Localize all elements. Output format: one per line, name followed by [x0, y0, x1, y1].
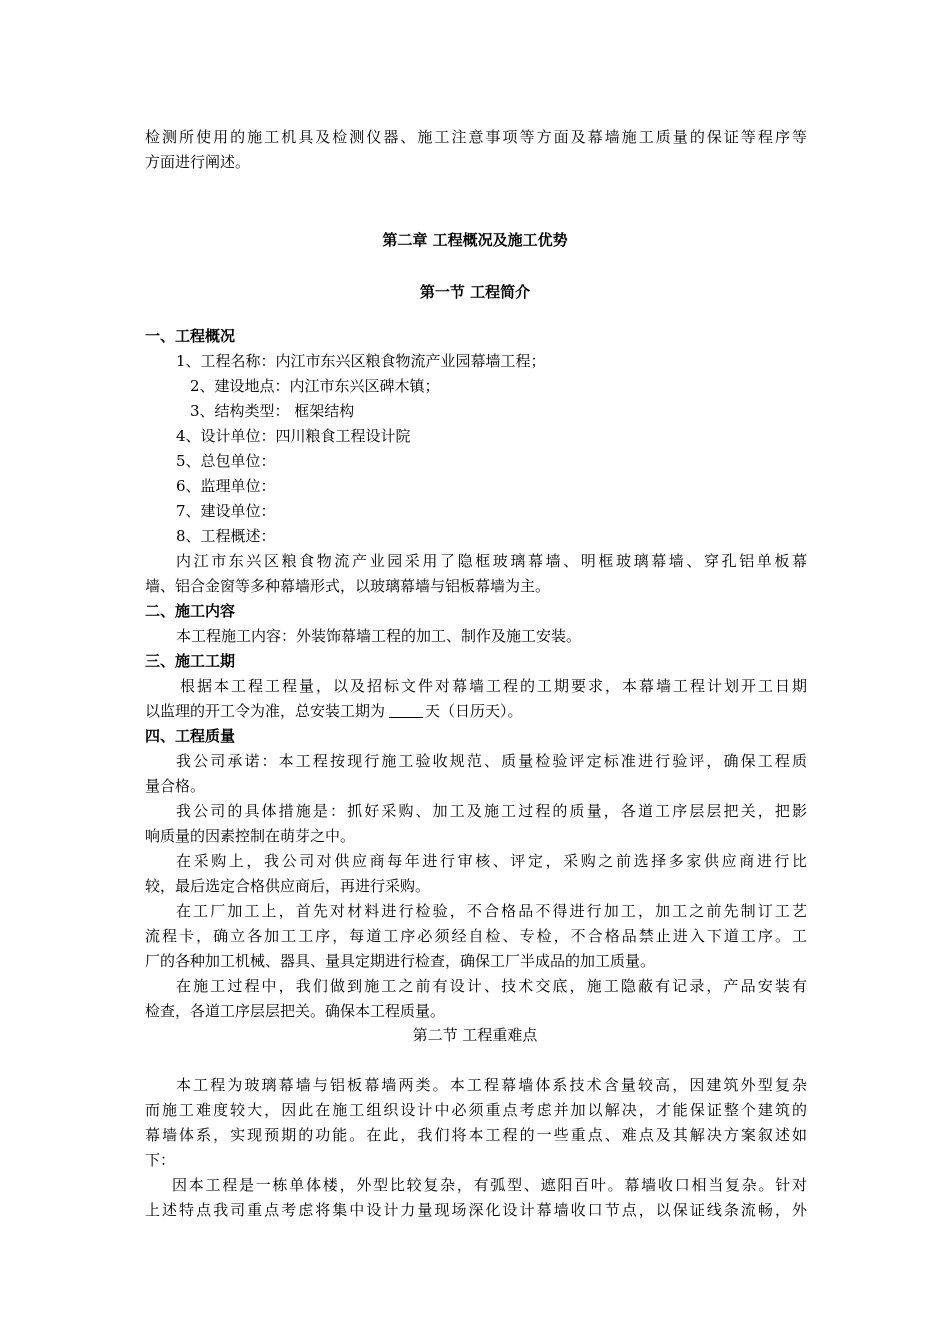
part-3-heading: 三、施工工期	[145, 652, 236, 670]
overview-line-1: 内江市东兴区粮食物流产业园采用了隐框玻璃幕墙、明框玻璃幕墙、穿孔铝单板幕	[176, 552, 807, 570]
part-2-heading: 二、施工内容	[145, 602, 236, 620]
project-item: 8、工程概述：	[176, 527, 276, 545]
schedule-text-before: 以监理的开工令为准，总安装工期为	[145, 702, 386, 720]
project-item: 2、建设地点：内江市东兴区碑木镇；	[190, 377, 440, 395]
quality-p2-line-2: 响质量的因素控制在萌芽之中。	[145, 827, 356, 845]
project-item: 7、建设单位：	[176, 502, 276, 520]
part-2-text: 本工程施工内容：外装饰幕墙工程的加工、制作及施工安装。	[176, 627, 582, 645]
quality-p5-line-1: 在施工过程中，我们做到施工之前有设计、技术交底，施工隐蔽有记录，产品安装有	[176, 977, 807, 995]
overview-line-2: 墙、铝合金窗等多种幕墙形式，以玻璃幕墙与铝板幕墙为主。	[145, 577, 551, 595]
section-1-title: 第一节 工程简介	[419, 283, 531, 301]
quality-p3-line-1: 在采购上，我公司对供应商每年进行审核、评定，采购之前选择多家供应商进行比	[176, 852, 807, 870]
quality-p4-line-1: 在工厂加工上，首先对材料进行检验，不合格品不得进行加工，加工之前先制订工艺	[176, 902, 807, 920]
schedule-line-1: 根据本工程工程量，以及招标文件对幕墙工程的工期要求，本幕墙工程计划开工日期	[180, 677, 807, 695]
quality-p1-line-2: 量合格。	[145, 777, 206, 795]
quality-p4-line-2: 流程卡，确立各加工工序，每道工序必须经自检、专检，不合格品禁止进入下道工序。工	[145, 927, 807, 945]
project-item: 5、总包单位：	[176, 452, 276, 470]
quality-p5-line-2: 检查，各道工序层层把关。确保本工程质量。	[145, 1002, 446, 1020]
quality-p1-line-1: 我公司承诺：本工程按现行施工验收规范、质量检验评定标准进行验评，确保工程质	[176, 752, 807, 770]
schedule-line-2	[145, 699, 523, 724]
quality-p3-line-2: 较，最后选定合格供应商后，再进行采购。	[145, 877, 431, 895]
project-item: 4、设计单位：四川粮食工程设计院	[176, 427, 411, 445]
schedule-text-after: 天（日历天）。	[425, 702, 523, 720]
difficulty-p1-line-4: 下：	[145, 1151, 176, 1169]
section-2-title: 第二节 工程重难点	[412, 1026, 538, 1044]
intro-line-1: 检测所使用的施工机具及检测仪器、施工注意事项等方面及幕墙施工质量的保证等程序等	[145, 128, 807, 146]
part-4-heading: 四、工程质量	[145, 727, 236, 745]
difficulty-p2-line-1: 因本工程是一栋单体楼，外型比较复杂，有弧型、遮阳百叶。幕墙收口相当复杂。针对	[172, 1176, 807, 1194]
project-item: 1、工程名称：内江市东兴区粮食物流产业园幕墙工程；	[176, 352, 546, 370]
duration-blank	[389, 701, 423, 718]
intro-line-2: 方面进行阐述。	[145, 153, 251, 171]
project-item: 6、监理单位：	[176, 477, 276, 495]
project-item: 3、结构类型： 框架结构	[190, 402, 355, 420]
quality-p2-line-1: 我公司的具体措施是：抓好采购、加工及施工过程的质量，各道工序层层把关，把影	[176, 802, 807, 820]
difficulty-p1-line-2: 而施工难度较大，因此在施工组织设计中必须重点考虑并加以解决，才能保证整个建筑的	[145, 1101, 807, 1119]
chapter-title: 第二章 工程概况及施工优势	[382, 231, 568, 249]
part-1-heading: 一、工程概况	[145, 327, 236, 345]
difficulty-p2-line-2: 上述特点我司重点考虑将集中设计力量现场深化设计幕墙收口节点，以保证线条流畅，外	[145, 1201, 807, 1219]
difficulty-p1-line-1: 本工程为玻璃幕墙与铝板幕墙两类。本工程幕墙体系技术含量较高，因建筑外型复杂	[176, 1076, 807, 1094]
difficulty-p1-line-3: 幕墙体系，实现预期的功能。在此，我们将本工程的一些重点、难点及其解决方案叙述如	[145, 1126, 807, 1144]
quality-p4-line-3: 厂的各种加工机械、器具、量具定期进行检查，确保工厂半成品的加工质量。	[145, 952, 656, 970]
